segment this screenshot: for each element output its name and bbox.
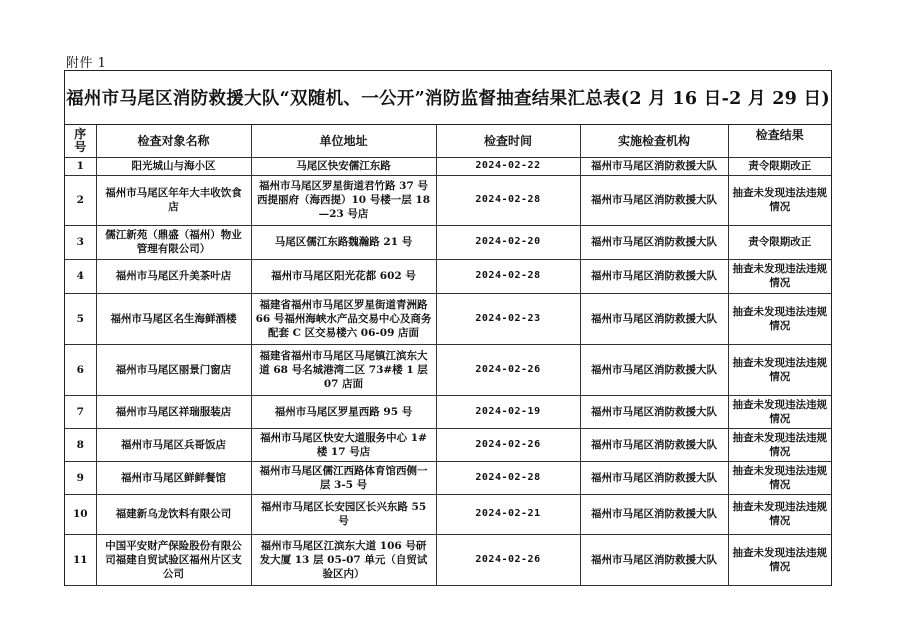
cell-address: 福州市马尾区阳光花都 602 号 [251,259,436,293]
header-agency: 实施检查机构 [580,125,728,157]
header-index-line1: 序 [74,126,87,141]
cell-index: 4 [65,259,96,293]
cell-result: 抽查未发现违法违规情况 [728,494,831,534]
header-row [65,125,831,157]
cell-target: 福州市马尾区祥瑞服装店 [96,395,251,428]
results-table [65,125,831,586]
table-row [65,293,831,344]
cell-agency: 福州市马尾区消防救援大队 [580,395,728,428]
cell-agency: 福州市马尾区消防救援大队 [580,175,728,225]
cell-result: 责令限期改正 [728,157,831,175]
cell-time: 2024-02-28 [436,175,580,225]
table-row [65,461,831,494]
table-row [65,225,831,259]
table-row [65,395,831,428]
cell-result: 责令限期改正 [728,225,831,259]
cell-result: 抽查未发现违法违规情况 [728,534,831,585]
cell-time: 2024-02-26 [436,344,580,395]
cell-target: 阳光城山与海小区 [96,157,251,175]
cell-address: 福建省福州市马尾区罗星街道青洲路 66 号福州海峡水产品交易中心及商务配套 C 区交易楼六 06-09 店面 [251,293,436,344]
cell-index: 5 [65,293,96,344]
cell-address: 马尾区儒江东路魏瀚路 21 号 [251,225,436,259]
sheet-title: 福州市马尾区消防救援大队“双随机、一公开”消防监督抽查结果汇总表(2 月 16 日-2 月 29 日) [65,71,831,125]
cell-index: 3 [65,225,96,259]
cell-result: 抽查未发现违法违规情况 [728,175,831,225]
header-result: 检查结果 [728,125,831,157]
cell-agency: 福州市马尾区消防救援大队 [580,293,728,344]
table-row [65,175,831,225]
cell-index: 2 [65,175,96,225]
cell-address: 福州市马尾区罗星街道君竹路 37 号西提丽府（海西提）10 号楼一层 18—23 号店 [251,175,436,225]
cell-agency: 福州市马尾区消防救援大队 [580,259,728,293]
cell-target: 中国平安财产保险股份有限公司福建自贸试验区福州片区支公司 [96,534,251,585]
cell-target: 福建新乌龙饮料有限公司 [96,494,251,534]
cell-target: 福州市马尾区丽景门窗店 [96,344,251,395]
cell-target: 福州市马尾区名生海鲜酒楼 [96,293,251,344]
cell-result: 抽查未发现违法违规情况 [728,395,831,428]
table-body [65,157,831,585]
cell-index: 6 [65,344,96,395]
attachment-label: 附件 1 [66,56,107,71]
cell-target: 福州市马尾区兵哥饭店 [96,428,251,461]
table-row [65,344,831,395]
cell-target: 福州市马尾区升美茶叶店 [96,259,251,293]
table-row [65,494,831,534]
cell-index: 8 [65,428,96,461]
cell-time: 2024-02-28 [436,461,580,494]
cell-index: 10 [65,494,96,534]
cell-agency: 福州市马尾区消防救援大队 [580,461,728,494]
cell-time: 2024-02-23 [436,293,580,344]
table-row [65,428,831,461]
cell-index: 1 [65,157,96,175]
cell-address: 福州市马尾区江滨东大道 106 号研发大厦 13 层 05-07 单元（自贸试验区内） [251,534,436,585]
cell-address: 福州市马尾区儒江西路体育馆西侧一层 3-5 号 [251,461,436,494]
header-index [65,125,96,157]
cell-result: 抽查未发现违法违规情况 [728,461,831,494]
cell-result: 抽查未发现违法违规情况 [728,293,831,344]
table-row [65,534,831,585]
cell-address: 福州市马尾区罗星西路 95 号 [251,395,436,428]
cell-result: 抽查未发现违法违规情况 [728,428,831,461]
table-row [65,157,831,175]
header-index-line2: 号 [74,139,87,154]
header-time: 检查时间 [436,125,580,157]
cell-result: 抽查未发现违法违规情况 [728,259,831,293]
results-sheet [64,70,832,586]
cell-time: 2024-02-22 [436,157,580,175]
cell-index: 9 [65,461,96,494]
cell-address: 马尾区快安儒江东路 [251,157,436,175]
cell-target: 福州市马尾区年年大丰收饮食店 [96,175,251,225]
header-address: 单位地址 [251,125,436,157]
cell-result: 抽查未发现违法违规情况 [728,344,831,395]
cell-address: 福建省福州市马尾区马尾镇江滨东大道 68 号名城港湾二区 73#楼 1 层 07 店面 [251,344,436,395]
cell-agency: 福州市马尾区消防救援大队 [580,534,728,585]
cell-agency: 福州市马尾区消防救援大队 [580,157,728,175]
cell-time: 2024-02-28 [436,259,580,293]
cell-agency: 福州市马尾区消防救援大队 [580,225,728,259]
cell-address: 福州市马尾区快安大道服务中心 1#楼 17 号店 [251,428,436,461]
cell-time: 2024-02-21 [436,494,580,534]
cell-agency: 福州市马尾区消防救援大队 [580,428,728,461]
cell-time: 2024-02-26 [436,428,580,461]
cell-target: 儒江新苑（鼎盛（福州）物业管理有限公司） [96,225,251,259]
cell-index: 11 [65,534,96,585]
cell-address: 福州市马尾区长安园区长兴东路 55 号 [251,494,436,534]
cell-time: 2024-02-26 [436,534,580,585]
header-target: 检查对象名称 [96,125,251,157]
cell-agency: 福州市马尾区消防救援大队 [580,494,728,534]
cell-time: 2024-02-20 [436,225,580,259]
cell-target: 福州市马尾区鲜鲜餐馆 [96,461,251,494]
table-row [65,259,831,293]
cell-index: 7 [65,395,96,428]
cell-time: 2024-02-19 [436,395,580,428]
cell-agency: 福州市马尾区消防救援大队 [580,344,728,395]
